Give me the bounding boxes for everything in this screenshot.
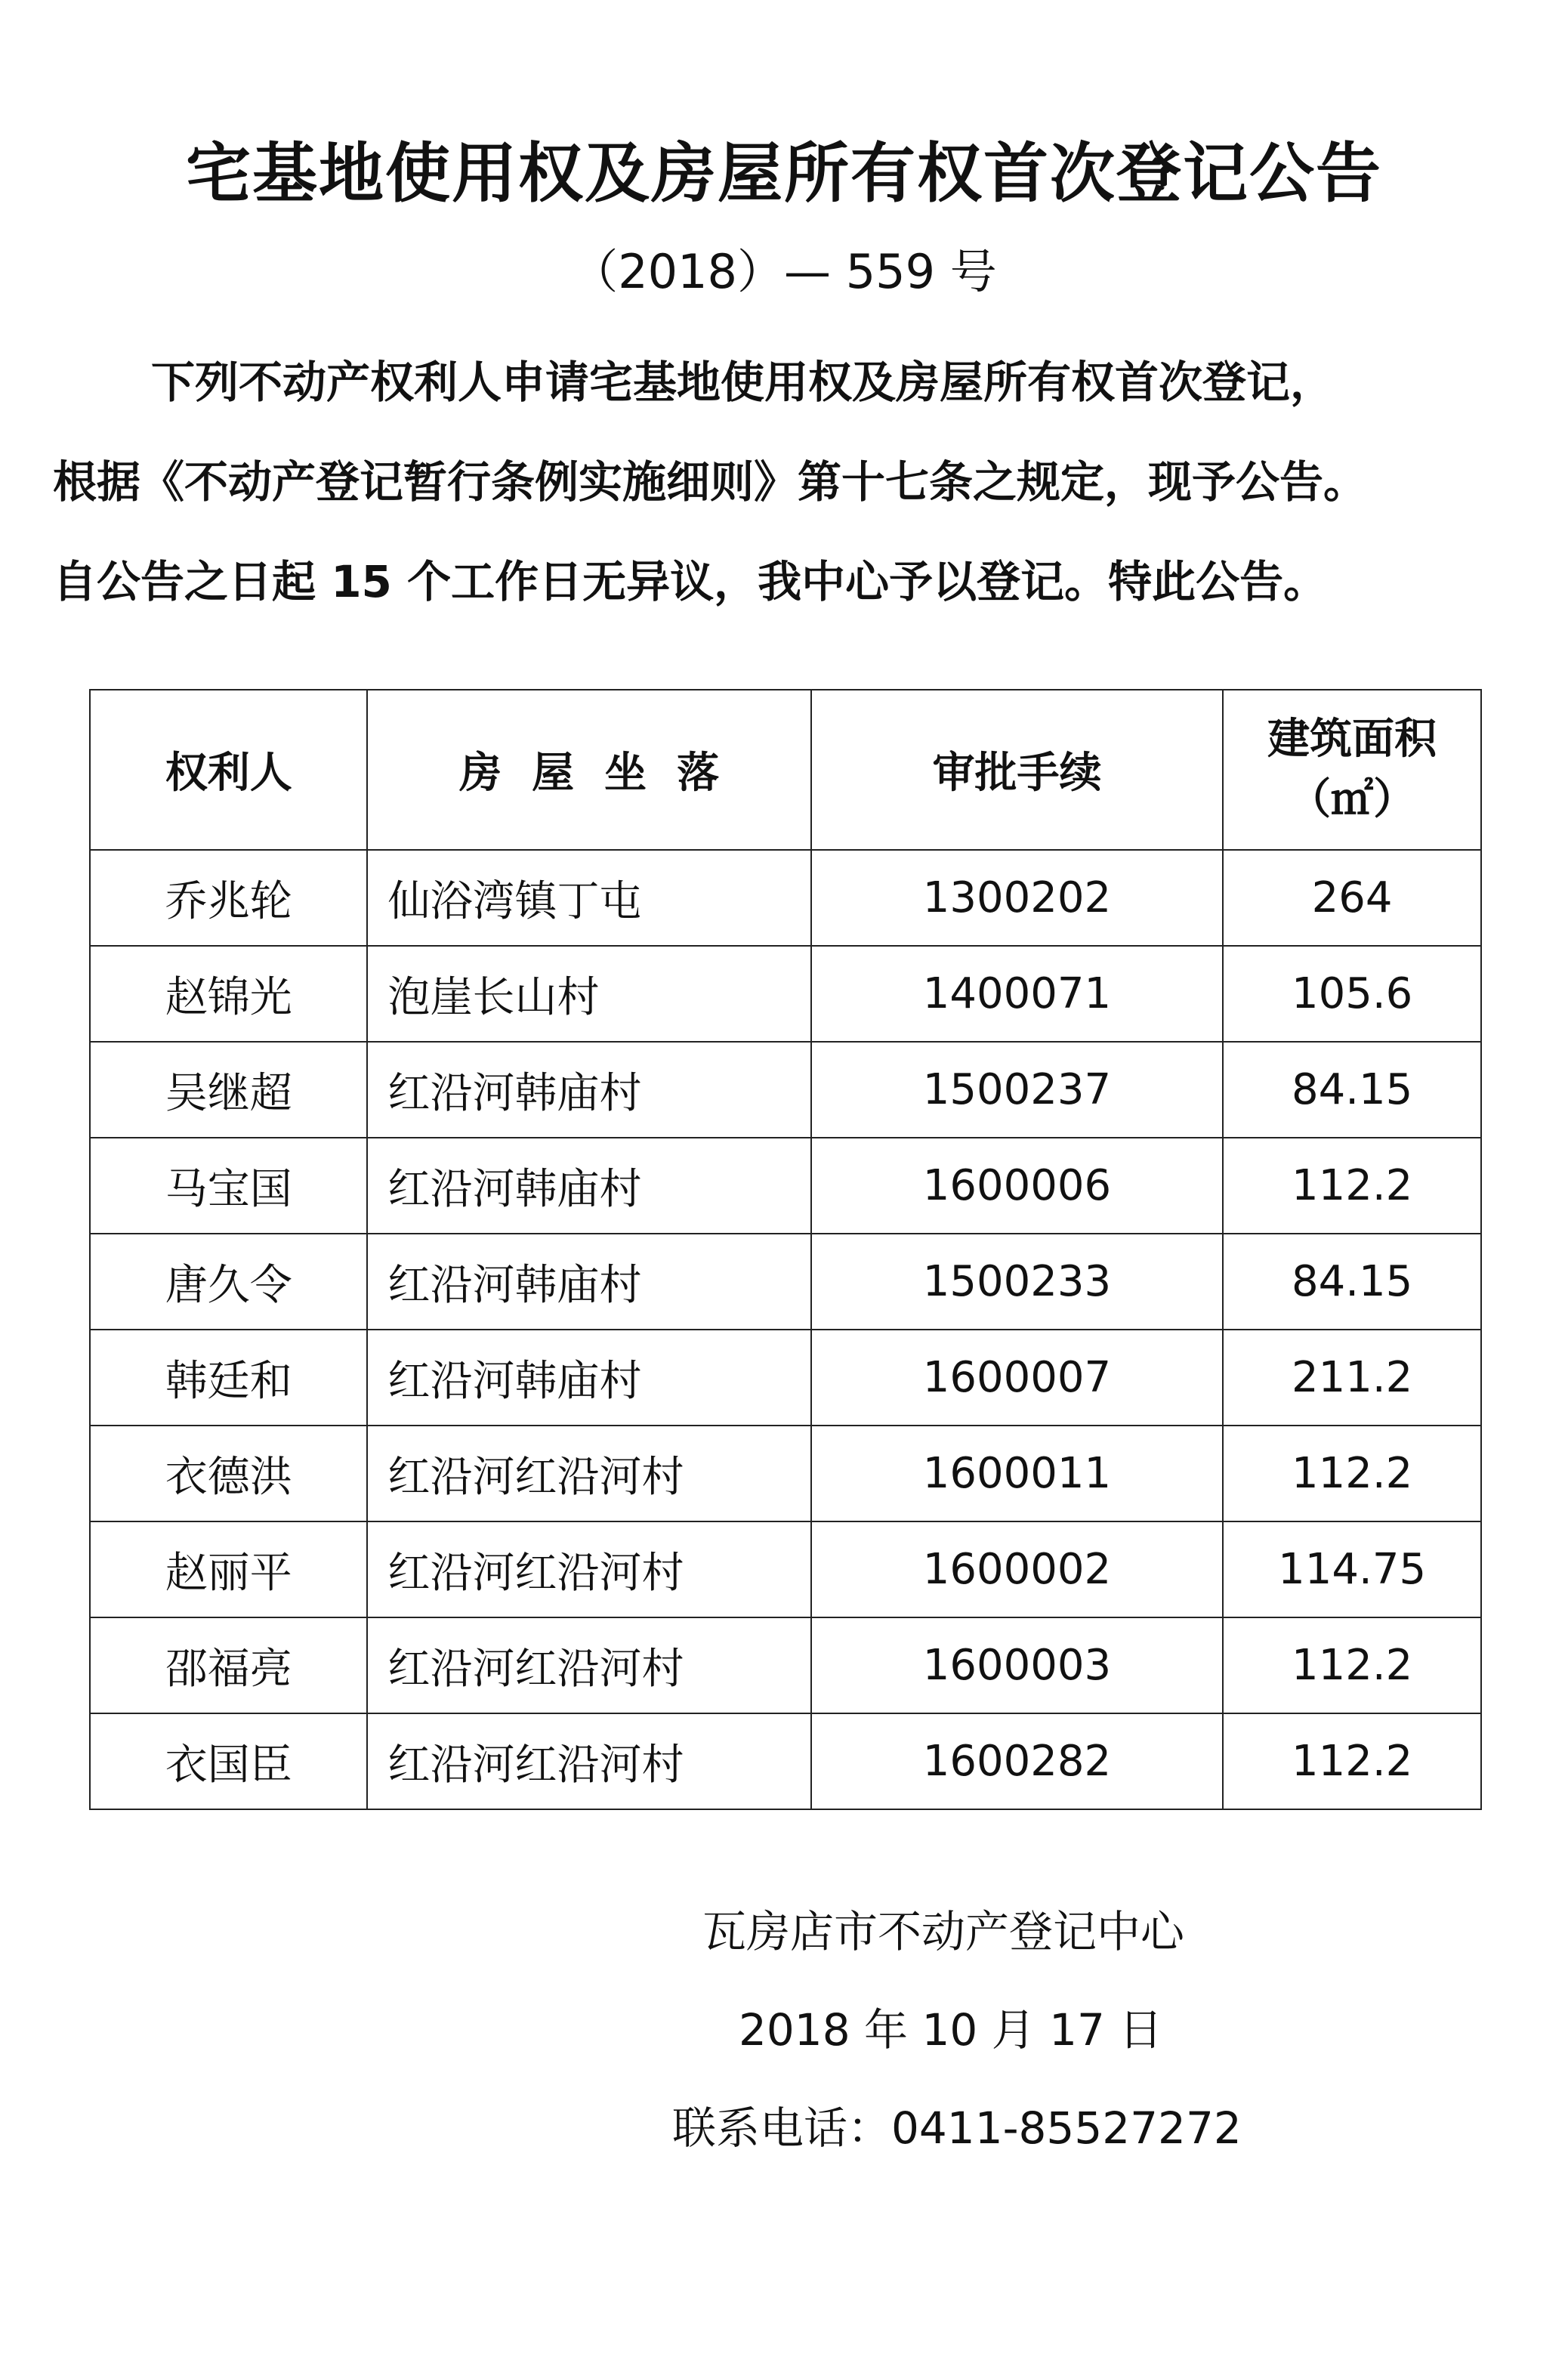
notice-title: 宅基地使用权及房屋所有权首次登记公告 <box>186 136 1382 212</box>
cell-holder: 赵锦光 <box>90 946 367 1042</box>
header-location <box>367 690 810 850</box>
document-number: （2018）— 559 号 <box>571 244 997 299</box>
table-row <box>90 1713 1481 1809</box>
cell-area: 112.2 <box>1223 1426 1481 1521</box>
cell-area: 84.15 <box>1223 1234 1481 1330</box>
cell-holder: 乔兆轮 <box>90 850 367 946</box>
header-area-label: 建筑面积 <box>1267 715 1437 764</box>
cell-location: 红沿河韩庙村 <box>367 1330 810 1426</box>
cell-area: 112.2 <box>1223 1713 1481 1809</box>
cell-location: 红沿河韩庙村 <box>367 1042 810 1138</box>
cell-approval: 1400071 <box>811 946 1224 1042</box>
cell-area: 211.2 <box>1223 1330 1481 1426</box>
cell-approval: 1600011 <box>811 1426 1224 1521</box>
table-row <box>90 946 1481 1042</box>
cell-holder: 邵福亮 <box>90 1617 367 1713</box>
table-row <box>90 1521 1481 1617</box>
cell-location: 仙浴湾镇丁屯 <box>367 850 810 946</box>
table-row <box>90 1426 1481 1521</box>
body-line-2: 根据《不动产登记暂行条例实施细则》第十七条之规定，现予公告。 <box>53 456 1368 508</box>
table-row <box>90 850 1481 946</box>
table-row <box>90 1617 1481 1713</box>
cell-area: 112.2 <box>1223 1138 1481 1234</box>
cell-approval: 1600007 <box>811 1330 1224 1426</box>
header-area-unit: （㎡） <box>1289 775 1416 824</box>
cell-approval: 1600002 <box>811 1521 1224 1617</box>
cell-area: 112.2 <box>1223 1617 1481 1713</box>
cell-approval: 1500237 <box>811 1042 1224 1138</box>
contact-phone: 联系电话：0411-85527272 <box>672 2102 1242 2154</box>
issuing-organization: 瓦房店市不动产登记中心 <box>702 1906 1185 1957</box>
header-area <box>1223 690 1481 850</box>
cell-area: 105.6 <box>1223 946 1481 1042</box>
cell-approval: 1500233 <box>811 1234 1224 1330</box>
cell-area: 84.15 <box>1223 1042 1481 1138</box>
body-line-3: 自公告之日起 15 个工作日无异议，我中心予以登记。特此公告。 <box>53 556 1328 607</box>
cell-location: 红沿河红沿河村 <box>367 1426 810 1521</box>
cell-holder: 马宝国 <box>90 1138 367 1234</box>
table-row <box>90 1138 1481 1234</box>
cell-approval: 1600282 <box>811 1713 1224 1809</box>
cell-approval: 1600003 <box>811 1617 1224 1713</box>
cell-approval: 1600006 <box>811 1138 1224 1234</box>
cell-area: 264 <box>1223 850 1481 946</box>
notice-body <box>53 332 1533 632</box>
cell-location: 红沿河红沿河村 <box>367 1713 810 1809</box>
table-row <box>90 1330 1481 1426</box>
cell-location: 红沿河韩庙村 <box>367 1234 810 1330</box>
cell-holder: 唐久令 <box>90 1234 367 1330</box>
cell-holder: 吴继超 <box>90 1042 367 1138</box>
cell-location: 泡崖长山村 <box>367 946 810 1042</box>
cell-holder: 赵丽平 <box>90 1521 367 1617</box>
cell-holder: 衣国臣 <box>90 1713 367 1809</box>
body-line-1: 下列不动产权利人申请宅基地使用权及房屋所有权首次登记， <box>151 357 1335 408</box>
cell-area: 114.75 <box>1223 1521 1481 1617</box>
cell-location: 红沿河红沿河村 <box>367 1521 810 1617</box>
cell-holder: 韩廷和 <box>90 1330 367 1426</box>
cell-approval: 1300202 <box>811 850 1224 946</box>
registration-table <box>89 689 1482 1810</box>
table-header-row <box>90 690 1481 850</box>
header-holder: 权利人 <box>90 690 367 850</box>
cell-location: 红沿河红沿河村 <box>367 1617 810 1713</box>
header-location-label: 房屋坐落 <box>459 749 750 798</box>
table-row <box>90 1234 1481 1330</box>
header-approval: 审批手续 <box>811 690 1224 850</box>
cell-location: 红沿河韩庙村 <box>367 1138 810 1234</box>
issue-date: 2018 年 10 月 17 日 <box>739 2004 1163 2056</box>
cell-holder: 衣德洪 <box>90 1426 367 1521</box>
table-row <box>90 1042 1481 1138</box>
